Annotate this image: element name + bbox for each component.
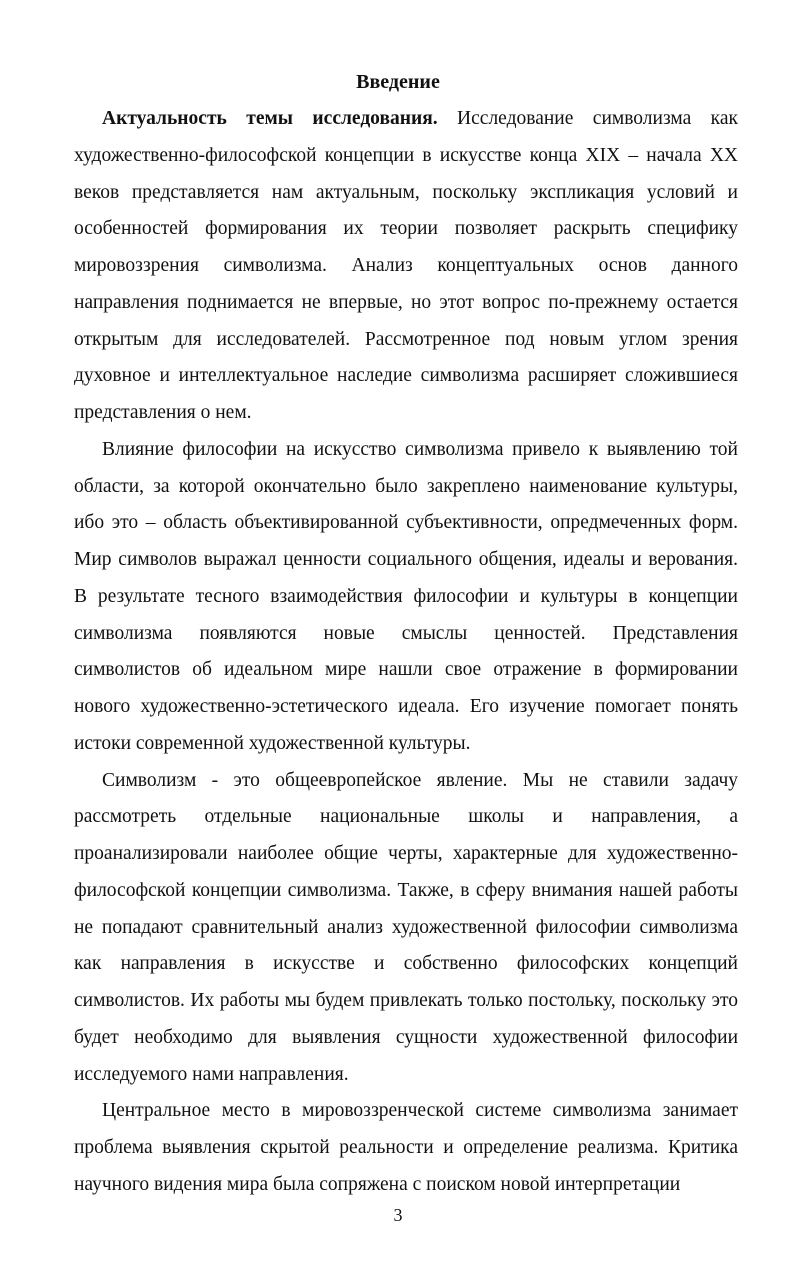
- paragraph-text: Центральное место в мировоззренческой системе символизма занимает проблема выявления скрытой реальности и определение реализма. Критика научного видения мира была сопряжена с поиском новой интерпретации: [74, 1100, 738, 1195]
- paragraph-hidden-reality: [74, 1093, 738, 1203]
- paragraph-lead: Актуальность темы исследования.: [102, 108, 438, 129]
- paragraph-text: Влияние философии на искусство символизма привело к выявлению той области, за которой окончательно было закреплено наименование культуры, ибо это – область объективированной субъективности, опредмеченных форм. Мир символов выражал ценности социального общения, идеалы и верования. В результате тесного взаимодействия философии и культуры в концепции символизма появляются новые смыслы ценностей. Представления символистов об идеальном мире нашли свое отражение в формировании нового художественно-эстетического идеала. Его изучение помогает понять истоки современной художественной культуры.: [74, 438, 738, 754]
- paragraph-text: Символизм - это общеевропейское явление. Мы не ставили задачу рассмотреть отдельные национальные школы и направления, а проанализировали наиболее общие черты, характерные для художественно-философской концепции символизма. Также, в сферу внимания нашей работы не попадают сравнительный анализ художественной философии символизма как направления в искусстве и собственно философских концепций символистов. Их работы мы будем привлекать только постольку, поскольку это будет необходимо для выявления сущности художественной философии исследуемого нами направления.: [74, 769, 738, 1085]
- paragraph-text: Исследование символизма как художественно-философской концепции в искусстве конца XIX – начала XX веков представляется нам актуальным, поскольку экспликация условий и особенностей формирования их теории позволяет раскрыть специфику мировоззрения символизма. Анализ концептуальных основ данного направления поднимается не впервые, но этот вопрос по-прежнему остается открытым для исследователей. Рассмотренное под новым углом зрения духовное и интеллектуальное наследие символизма расширяет сложившиеся представления о нем.: [74, 108, 738, 423]
- page-number: 3: [393, 1205, 403, 1225]
- body-text: [74, 101, 738, 1204]
- section-heading: Введение: [356, 71, 440, 93]
- paragraph-philosophy-influence: [74, 432, 738, 763]
- paragraph-symbolism-scope: [74, 763, 738, 1094]
- paragraph-relevance: [74, 101, 738, 432]
